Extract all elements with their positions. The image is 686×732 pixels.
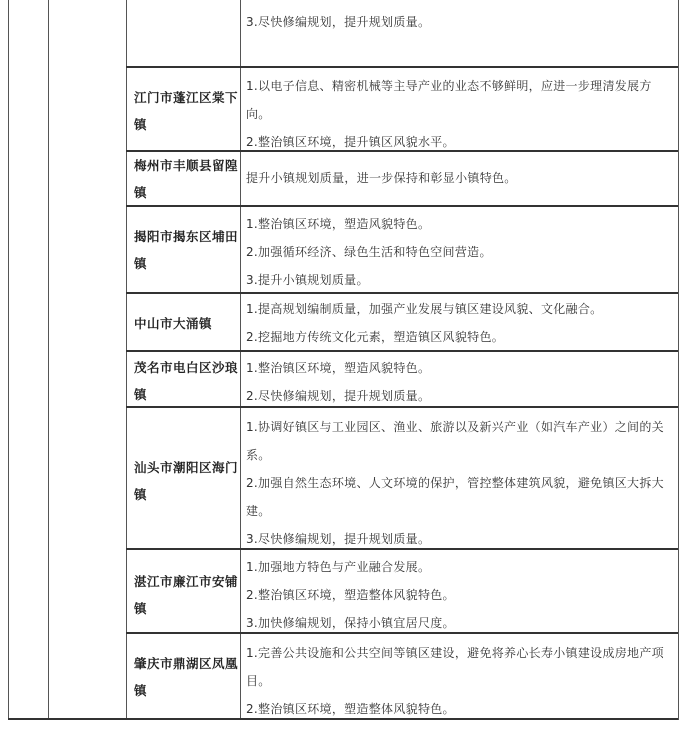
town-name: 江门市蓬江区棠下镇 xyxy=(134,90,239,132)
row-item: 1.协调好镇区与工业园区、渔业、旅游以及新兴产业（如汽车产业）之间的关系。 xyxy=(246,420,664,462)
table-row xyxy=(126,207,678,292)
row-item: 提升小镇规划质量，进一步保持和彰显小镇特色。 xyxy=(246,171,517,185)
row-item: 3.提升小镇规划质量。 xyxy=(246,273,369,287)
column-divider xyxy=(48,0,49,720)
table-border-left xyxy=(8,0,9,720)
town-name: 肇庆市鼎湖区凤凰镇 xyxy=(134,656,239,698)
row-item: 1.提高规划编制质量，加强产业发展与镇区建设风貌、文化融合。 xyxy=(246,302,603,316)
row-item: 2.整治镇区环境，塑造整体风貌特色。 xyxy=(246,588,455,602)
row-item: 1.以电子信息、精密机械等主导产业的业态不够鲜明，应进一步理清发展方向。 xyxy=(246,79,652,121)
row-item: 2.尽快修编规划，提升规划质量。 xyxy=(246,389,431,403)
row-item: 1.加强地方特色与产业融合发展。 xyxy=(246,560,431,574)
table-row xyxy=(126,550,678,632)
table-row xyxy=(126,352,678,406)
town-name: 汕头市潮阳区海门镇 xyxy=(134,460,239,502)
town-name: 梅州市丰顺县留隍镇 xyxy=(134,158,239,200)
table-row xyxy=(126,408,678,548)
table-row xyxy=(126,294,678,350)
row-item: 2.加强循环经济、绿色生活和特色空间营造。 xyxy=(246,245,492,259)
table-row xyxy=(126,0,678,66)
row-item: 2.加强自然生态环境、人文环境的保护，管控整体建筑风貌，避免镇区大拆大建。 xyxy=(246,476,664,518)
town-name: 中山市大涌镇 xyxy=(134,316,213,331)
town-name: 茂名市电白区沙琅镇 xyxy=(134,360,239,402)
row-item: 3.尽快修编规划，提升规划质量。 xyxy=(246,532,431,546)
row-item: 1.整治镇区环境，塑造风貌特色。 xyxy=(246,361,431,375)
table-row xyxy=(126,634,678,718)
row-item: 1.完善公共设施和公共空间等镇区建设，避免将养心长寿小镇建设成房地产项目。 xyxy=(246,646,664,688)
row-item: 3.加快修编规划，保持小镇宜居尺度。 xyxy=(246,616,455,630)
town-name: 揭阳市揭东区埔田镇 xyxy=(134,229,239,271)
table-border-right xyxy=(678,0,679,720)
row-item: 1.整治镇区环境，塑造风貌特色。 xyxy=(246,217,431,231)
row-item: 2.整治镇区环境，塑造整体风貌特色。 xyxy=(246,702,455,716)
row-item: 2.整治镇区环境，提升镇区风貌水平。 xyxy=(246,135,455,149)
table-row xyxy=(126,152,678,205)
town-name: 湛江市廉江市安铺镇 xyxy=(134,574,239,616)
row-item: 2.挖掘地方传统文化元素，塑造镇区风貌特色。 xyxy=(246,330,505,344)
row-item: 3.尽快修编规划，提升规划质量。 xyxy=(246,15,431,29)
table-row xyxy=(126,68,678,150)
